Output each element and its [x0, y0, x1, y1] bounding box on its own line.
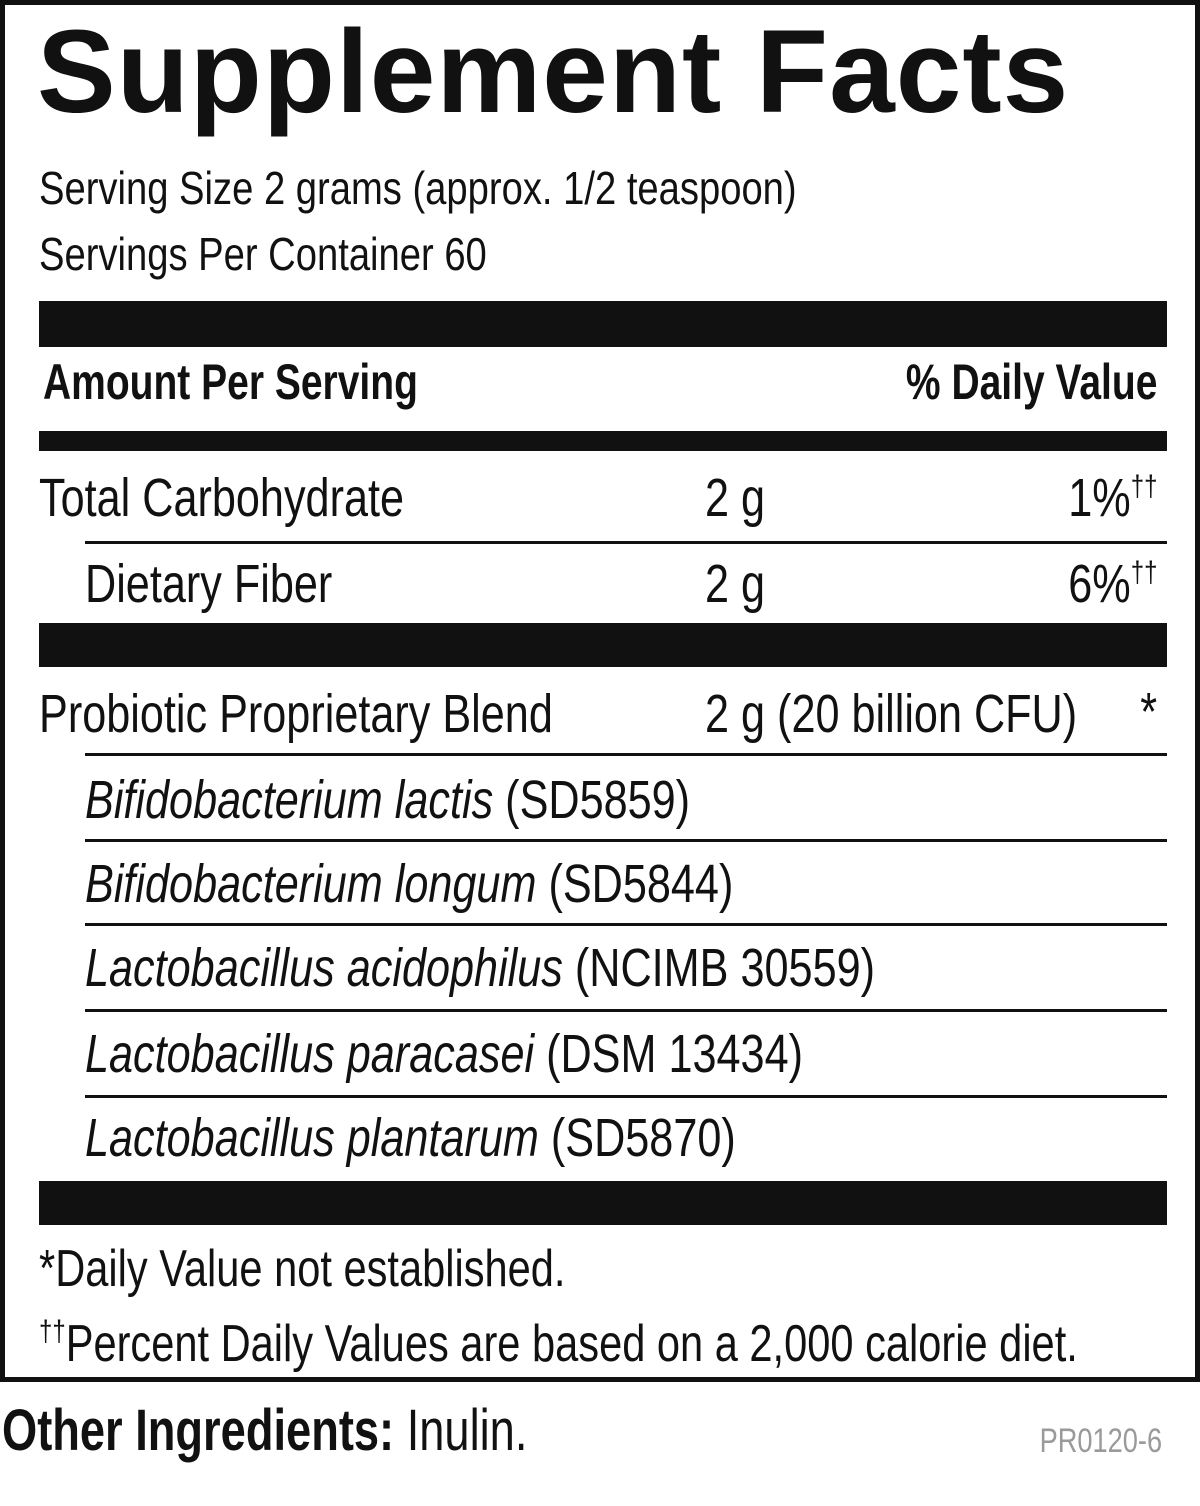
thick-divider-middle: [39, 623, 1167, 667]
thick-divider-top: [39, 301, 1167, 347]
nutrient-name-dietary-fiber: Dietary Fiber: [85, 554, 333, 614]
footnote-percent-dv: ††Percent Daily Values are based on a 2,000 calorie diet.: [39, 1315, 1078, 1373]
nutrient-amount-total-carbohydrate: 2 g: [705, 468, 766, 528]
footnote-dv-not-established: *Daily Value not established.: [39, 1240, 566, 1298]
nutrient-amount-dietary-fiber: 2 g: [705, 554, 766, 614]
medium-divider: [39, 431, 1167, 451]
row-divider: [85, 839, 1167, 842]
other-ingredients-label: Other Ingredients:: [2, 1398, 395, 1463]
strain-row: Lactobacillus acidophilus (NCIMB 30559): [85, 938, 876, 998]
dv-dagger-mark: ††: [1130, 556, 1157, 589]
strain-row: Bifidobacterium lactis (SD5859): [85, 770, 691, 830]
strain-row: Lactobacillus plantarum (SD5870): [85, 1108, 736, 1168]
panel-title: Supplement Facts: [37, 6, 1070, 138]
row-divider: [85, 1009, 1167, 1012]
nutrient-name-total-carbohydrate: Total Carbohydrate: [39, 468, 405, 528]
strain-row: Bifidobacterium longum (SD5844): [85, 854, 734, 914]
serving-size: Serving Size 2 grams (approx. 1/2 teaspoon): [39, 162, 797, 214]
amount-per-serving-header: Amount Per Serving: [43, 354, 418, 410]
daily-value-header: % Daily Value: [905, 354, 1157, 410]
dv-dagger-mark: ††: [39, 1315, 66, 1348]
other-ingredients-value: Inulin.: [394, 1398, 528, 1463]
dv-dagger-mark: ††: [1130, 470, 1157, 503]
servings-per-container: Servings Per Container 60: [39, 228, 487, 280]
other-ingredients: [2, 1398, 528, 1463]
row-divider: [85, 923, 1167, 926]
blend-name: Probiotic Proprietary Blend: [39, 684, 553, 744]
product-code: PR0120-6: [1039, 1422, 1162, 1460]
thick-divider-bottom: [39, 1181, 1167, 1225]
nutrient-dv-total-carbohydrate: 1%††: [1067, 468, 1157, 528]
row-divider: [85, 541, 1167, 544]
row-divider: [85, 753, 1167, 756]
blend-amount: 2 g (20 billion CFU): [705, 684, 1078, 744]
row-divider: [85, 1095, 1167, 1098]
strain-row: Lactobacillus paracasei (DSM 13434): [85, 1024, 803, 1084]
blend-dv: *: [1140, 682, 1157, 742]
nutrient-dv-dietary-fiber: 6%††: [1067, 554, 1157, 614]
